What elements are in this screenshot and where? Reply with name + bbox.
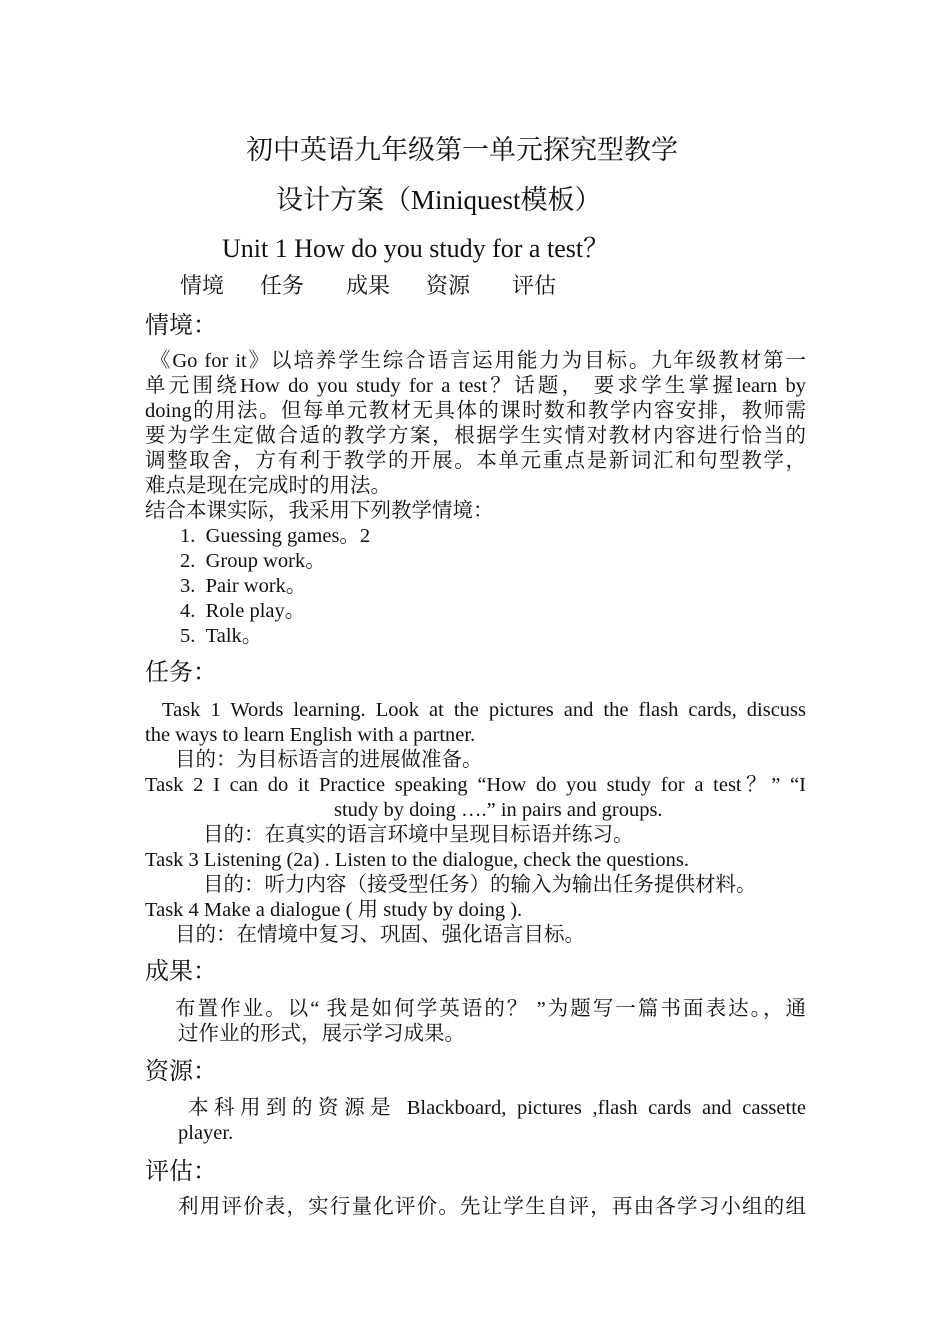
list-number: 2. [180, 550, 196, 572]
list-text: Role play。 [205, 600, 306, 622]
task2-goal: 目的：在真实的语言环境中呈现目标语并练习。 [203, 824, 634, 846]
resources-heading: 资源： [145, 1059, 217, 1085]
task4-goal: 目的：在情境中复习、巩固、强化语言目标。 [175, 924, 585, 946]
context-line: 要为学生定做合适的教学方案，根据学生实情对教材内容进行恰当的 [145, 425, 806, 447]
context-line: 难点是现在完成时的用法。 [145, 475, 391, 497]
list-number: 4. [180, 600, 196, 622]
context-line: 调整取舍，方有利于教学的开展。本单元重点是新词汇和句型教学， [145, 450, 806, 472]
context-line: 单元围绕How do you study for a test？话题， 要求学生掌握learn by [145, 375, 806, 397]
context-line: 《Go for it》以培养学生综合语言运用能力为目标。九年级教材第一 [150, 350, 806, 372]
list-item [180, 624, 262, 649]
section-nav [180, 273, 592, 300]
list-item [180, 549, 326, 574]
evaluation-text: 利用评价表，实行量化评价。先让学生自评，再由各学习小组的组 [178, 1196, 806, 1218]
results-text-cont: 过作业的形式，展示学习成果。 [178, 1023, 465, 1045]
list-item [180, 524, 370, 549]
list-text: Group work。 [205, 550, 326, 572]
list-number: 1. [180, 525, 196, 547]
task1-text-cont: the ways to learn English with a partner. [145, 724, 476, 746]
results-text: 布置作业。以“ 我是如何学英语的？ ”为题写一篇书面表达。，通 [175, 998, 806, 1020]
resources-text: 本科用到的资源是 Blackboard, pictures ,flash cards and cassette [188, 1097, 806, 1119]
list-text: Guessing games。2 [205, 525, 371, 547]
task3-text: Task 3 Listening (2a) . Listen to the dialogue, check the questions. [145, 849, 689, 871]
nav-item-resources[interactable]: 资源 [426, 273, 471, 298]
tasks-heading: 任务： [145, 660, 217, 686]
context-heading: 情境： [145, 313, 217, 339]
task1-goal: 目的：为目标语言的进展做准备。 [175, 749, 483, 771]
task2-text-cont: study by doing ….” in pairs and groups. [334, 799, 663, 821]
task4-text: Task 4 Make a dialogue ( 用 study by doing ). [145, 899, 523, 921]
page-title: 初中英语九年级第一单元探究型教学 [246, 135, 678, 165]
list-number: 3. [180, 575, 196, 597]
list-text: Talk。 [205, 625, 263, 647]
context-line: doing的用法。但每单元教材无具体的课时数和教学内容安排，教师需 [145, 400, 806, 422]
task2-text: Task 2 I can do it Practice speaking “How do you study for a test？” “I [145, 774, 806, 796]
resources-text-cont: player. [178, 1122, 234, 1144]
evaluation-heading: 评估： [145, 1159, 217, 1185]
list-number: 5. [180, 625, 196, 647]
nav-item-tasks[interactable]: 任务 [260, 273, 305, 298]
list-item [180, 574, 306, 599]
task3-goal: 目的：听力内容（接受型任务）的输入为输出任务提供材料。 [203, 874, 757, 896]
task1-text: Task 1 Words learning. Look at the pictures and the flash cards, discuss [162, 699, 806, 721]
unit-subtitle: Unit 1 How do you study for a test？ [222, 234, 610, 263]
results-heading: 成果： [145, 959, 217, 985]
nav-item-results[interactable]: 成果 [346, 273, 391, 298]
nav-item-evaluation[interactable]: 评估 [512, 273, 557, 298]
list-text: Pair work。 [205, 575, 307, 597]
list-item [180, 599, 305, 624]
page-title-line2: 设计方案（Miniquest模板） [276, 185, 602, 215]
context-line: 结合本课实际，我采用下列教学情境： [145, 500, 494, 522]
nav-item-context[interactable]: 情境 [180, 273, 225, 298]
